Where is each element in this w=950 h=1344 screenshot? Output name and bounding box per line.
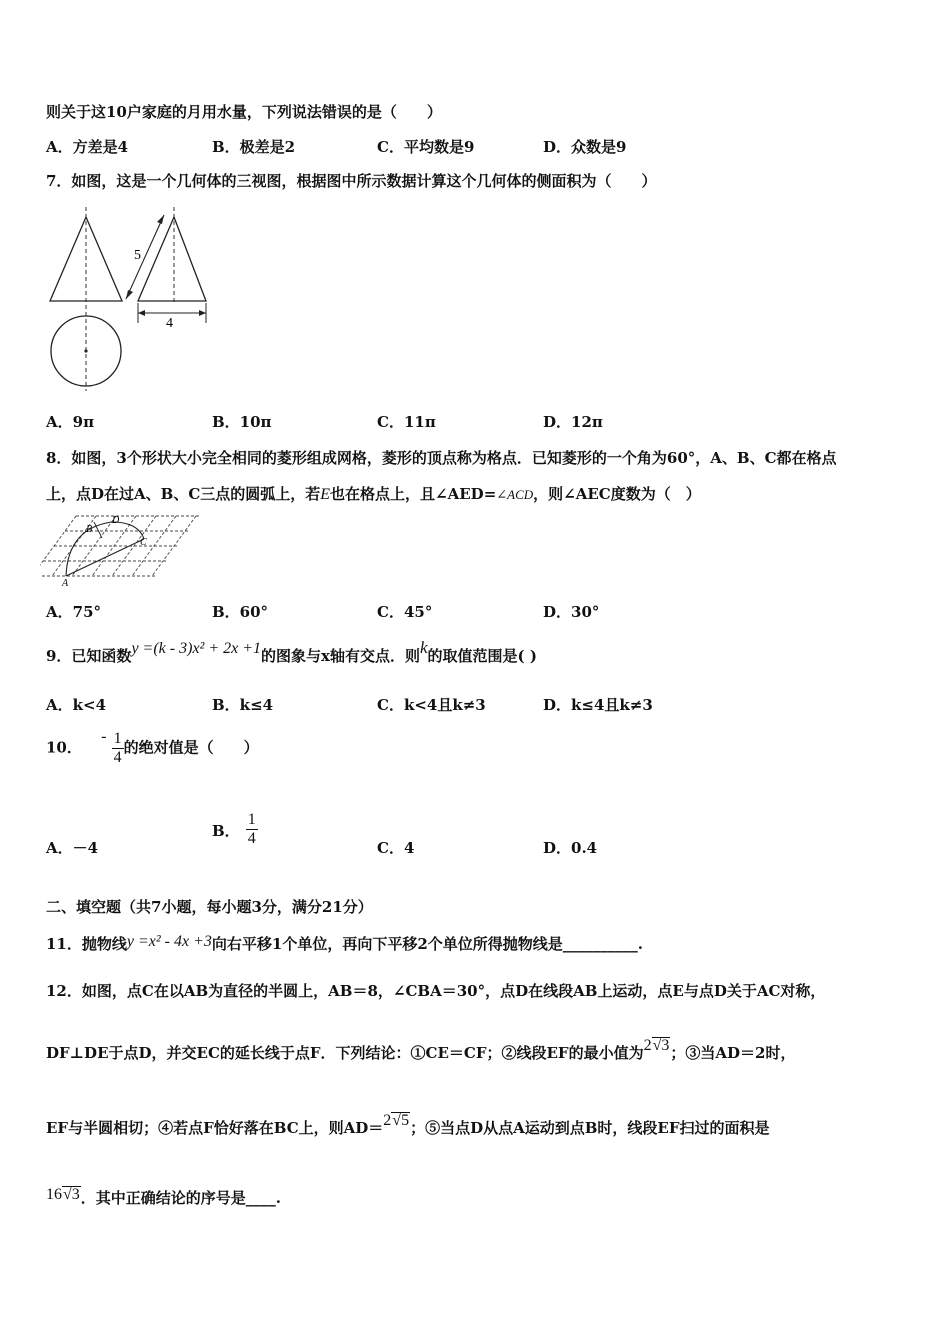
q9-k: k	[419, 638, 428, 657]
rhombus-grid-figure	[40, 512, 205, 587]
q10-option-d[interactable]: D．0.4	[543, 839, 598, 857]
base-label: 4	[166, 316, 173, 331]
q6-stem: 则关于这10户家庭的月用水量，下列说法错误的是（ ）	[46, 103, 442, 121]
q12-min-ef: 2√3	[643, 1037, 670, 1054]
q6-option-c[interactable]: C．平均数是9	[377, 138, 475, 156]
q12-line1: 12．如图，点C在以AB为直径的半圆上，AB＝8，∠CBA＝30°，点D在线段AB上运动，点E与点D关于AC对称，	[46, 982, 826, 1000]
q8-option-d[interactable]: D．30°	[543, 603, 600, 621]
q9-option-b[interactable]: B．k≤4	[212, 696, 274, 714]
q9-option-a[interactable]: A．k<4	[46, 696, 107, 714]
q10-fraction: $\frac{1}{4}$	[113, 730, 122, 766]
q9-formula: y =(k - 3)x² + 2x +1	[131, 640, 262, 657]
grid-label-c: C	[140, 537, 147, 548]
grid-label-a: A	[62, 578, 69, 587]
q8-line1: 8．如图，3个形状大小完全相同的菱形组成网格，菱形的顶点称为格点．已知菱形的一个角为60°，A、B、C都在格点	[46, 449, 837, 467]
q6-option-d[interactable]: D．众数是9	[543, 138, 627, 156]
three-view-figure	[44, 205, 224, 395]
q7-option-d[interactable]: D．12π	[543, 413, 603, 431]
q12-line4: 16√3．其中正确结论的序号是____.	[46, 1186, 282, 1207]
q8-option-c[interactable]: C．45°	[377, 603, 433, 621]
q10-option-c[interactable]: C．4	[377, 839, 415, 857]
q8-option-a[interactable]: A．75°	[46, 603, 102, 621]
grid-label-d: D	[112, 515, 120, 526]
q12-area: 16√3	[46, 1186, 80, 1203]
q12-line2: DF⊥DE于点D，并交EC的延长线于点F．下列结论：①CE＝CF；②线段EF的最小值为2√3；③当AD＝2时，	[46, 1037, 796, 1062]
q7-stem: 7．如图，这是一个几何体的三视图，根据图中所示数据计算这个几何体的侧面积为（ ）	[46, 172, 657, 190]
slant-label: 5	[134, 248, 141, 263]
q9-option-c[interactable]: C．k<4且k≠3	[377, 696, 486, 714]
q10-option-b-fraction: $\frac{1}{4}$	[247, 811, 256, 847]
q10-option-b[interactable]: B． $\frac{1}{4}$	[212, 811, 256, 847]
point-e: E	[320, 486, 331, 503]
q7-option-a[interactable]: A．9π	[46, 413, 95, 431]
q6-option-b[interactable]: B．极差是2	[212, 138, 296, 156]
q11-formula: y =x² - 4x +3	[126, 933, 212, 950]
grid-label-b: B	[86, 524, 93, 535]
q12-line3: EF与半圆相切；④若点F恰好落在BC上，则AD＝2√5；⑤当点D从点A运动到点B时，线段EF扫过的面积是	[46, 1112, 770, 1137]
q6-option-a[interactable]: A．方差是4	[46, 138, 129, 156]
q10-stem: 10． - $\frac{1}{4}$ 的绝对值是（ ）	[46, 727, 259, 766]
q9-stem: 9．已知函数y =(k - 3)x² + 2x +1的图象与x轴有交点．则k的取值范围是( )	[46, 638, 537, 665]
q9-option-d[interactable]: D．k≤4且k≠3	[543, 696, 653, 714]
q11-stem: 11．抛物线y =x² - 4x +3向右平移1个单位，再向下平移2个单位所得抛物线是__________.	[46, 933, 644, 953]
section-title: 二、填空题（共7小题，每小题3分，满分21分）	[46, 898, 373, 916]
q7-option-c[interactable]: C．11π	[377, 413, 436, 431]
q7-option-b[interactable]: B．10π	[212, 413, 272, 431]
q8-line2: 上，点D在过A、B、C三点的圆弧上，若E也在格点上，且∠AED=∠ACD，则∠AEC度数为（ ）	[46, 485, 701, 503]
q10-option-a[interactable]: A．－4	[46, 839, 99, 857]
q8-option-b[interactable]: B．60°	[212, 603, 269, 621]
q12-ad-value: 2√5	[383, 1112, 410, 1129]
